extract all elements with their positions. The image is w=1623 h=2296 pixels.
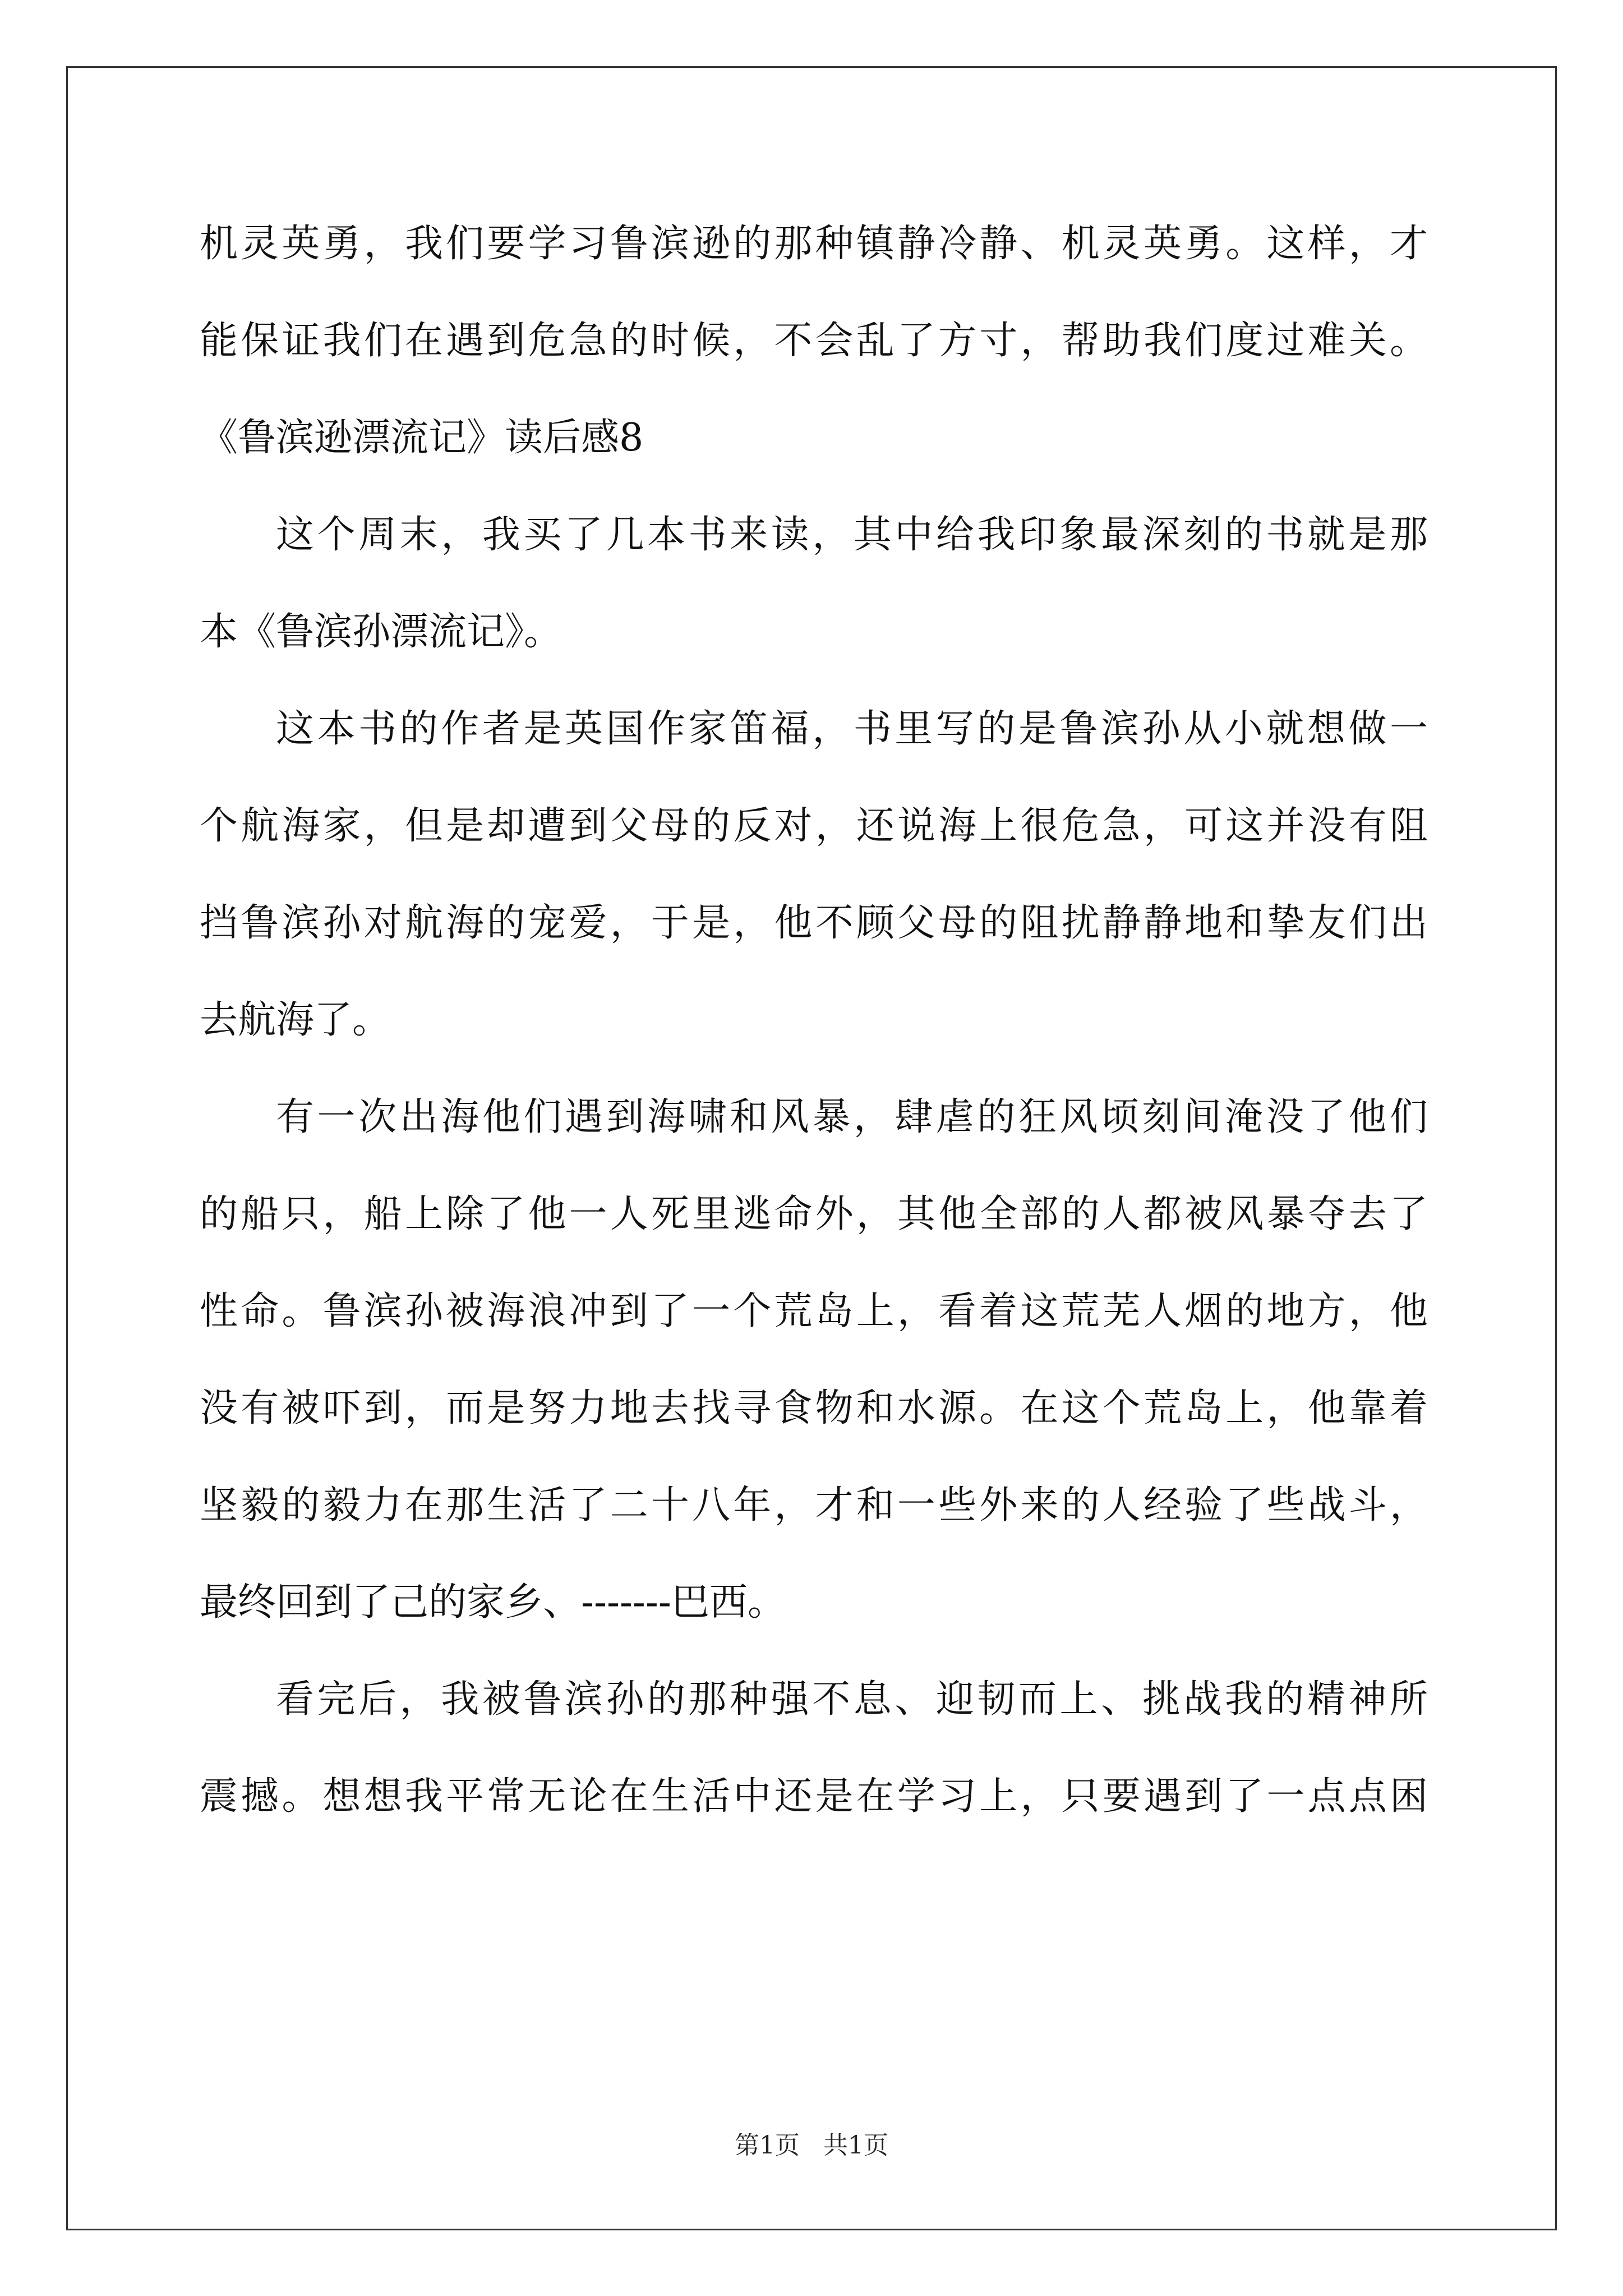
text-line: 最终回到了己的家乡、-------巴西。: [200, 1580, 786, 1625]
text-line: 个航海家，但是却遭到父母的反对，还说海上很危急，可这并没有阻: [200, 804, 1428, 848]
text-line: 这本书的作者是英国作家笛福，书里写的是鲁滨孙从小就想做一: [276, 707, 1428, 751]
text-line: 本《鲁滨孙漂流记》。: [200, 610, 562, 654]
text-line: 性命。鲁滨孙被海浪冲到了一个荒岛上，看着这荒芜人烟的地方，他: [200, 1289, 1428, 1333]
text-line: 挡鲁滨孙对航海的宠爱，于是，他不顾父母的阻扰静静地和挚友们出: [200, 901, 1428, 945]
text-line: 机灵英勇，我们要学习鲁滨逊的那种镇静冷静、机灵英勇。这样，才: [200, 222, 1428, 266]
text-line: 能保证我们在遇到危急的时候，不会乱了方寸，帮助我们度过难关。: [200, 319, 1428, 363]
text-line: 有一次出海他们遇到海啸和风暴，肆虐的狂风顷刻间淹没了他们: [276, 1095, 1428, 1139]
text-line: 看完后，我被鲁滨孙的那种强不息、迎韧而上、挑战我的精神所: [276, 1677, 1428, 1722]
text-line: 这个周末，我买了几本书来读，其中给我印象最深刻的书就是那: [276, 513, 1428, 557]
text-line: 去航海了。: [200, 998, 391, 1042]
text-line: 震撼。想想我平常无论在生活中还是在学习上，只要遇到了一点点困: [200, 1774, 1428, 1819]
page-number-label: 第1页 共1页: [735, 2131, 888, 2160]
text-line: 坚毅的毅力在那生活了二十八年，才和一些外来的人经验了些战斗，: [200, 1483, 1428, 1527]
section-heading: 《鲁滨逊漂流记》读后感8: [200, 416, 644, 460]
page-number: [0, 2129, 1623, 2162]
text-line: 没有被吓到，而是努力地去找寻食物和水源。在这个荒岛上，他靠着: [200, 1386, 1428, 1430]
text-line: 的船只，船上除了他一人死里逃命外，其他全部的人都被风暴夺去了: [200, 1192, 1428, 1236]
